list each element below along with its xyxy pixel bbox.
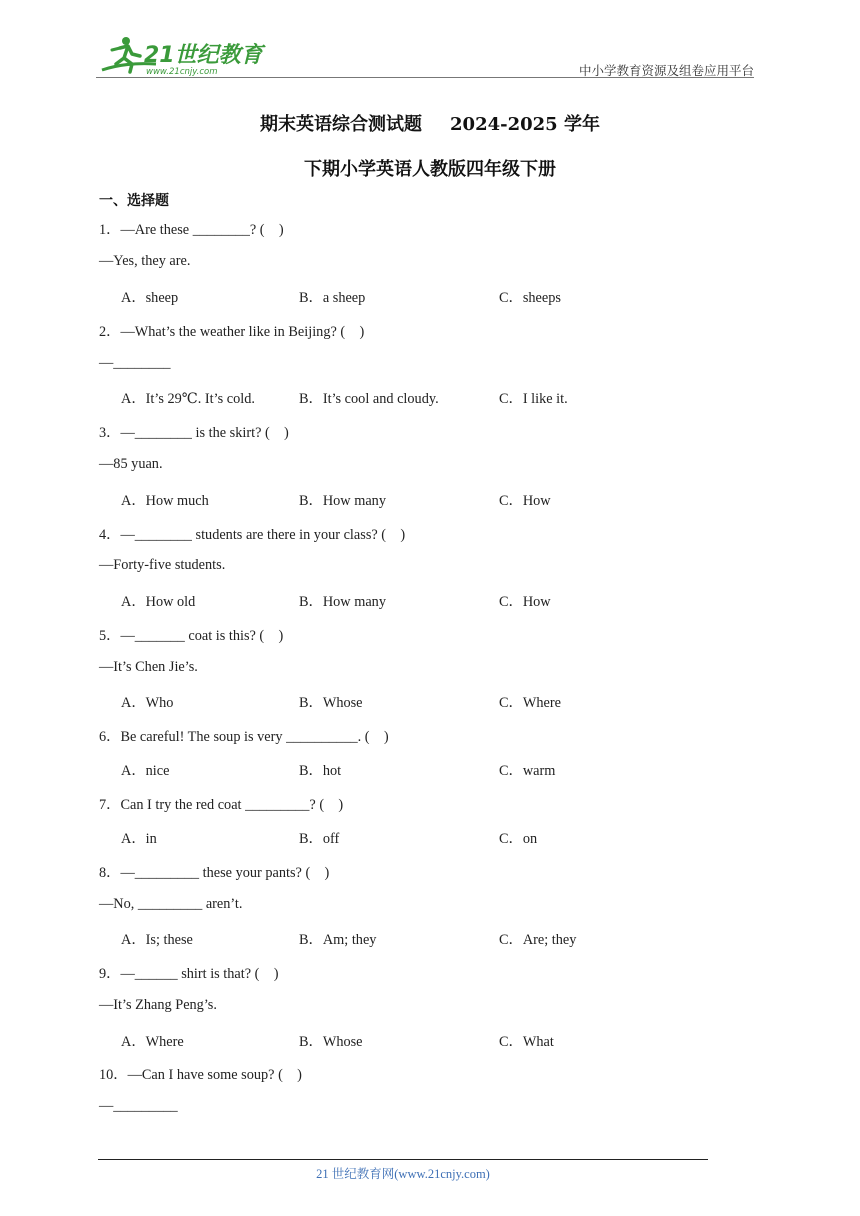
header-divider <box>96 77 754 78</box>
question-8-option-b: B．Am; they <box>299 932 377 948</box>
question-3-option-b: B．How many <box>299 493 386 509</box>
page-title-line2: 下期小学英语人教版四年级下册 <box>304 159 556 180</box>
question-2-option-b: B．It’s cool and cloudy. <box>299 391 439 407</box>
question-2-option-c: C．I like it. <box>499 391 568 407</box>
question-4-option-b: B．How many <box>299 594 386 610</box>
question-6-option-a: A．nice <box>121 763 170 779</box>
question-10-answer-line: —_________ <box>99 1098 178 1114</box>
question-5-option-a: A．Who <box>121 695 174 711</box>
question-4-stem: 4．—________ students are there in your class? ( ) <box>99 527 406 543</box>
question-4-option-a: A．How old <box>121 594 196 610</box>
question-1-option-a: A．sheep <box>121 290 179 306</box>
question-4-option-c: C．How <box>499 594 551 610</box>
question-7-option-a: A．in <box>121 831 157 847</box>
question-5-option-b: B．Whose <box>299 695 363 711</box>
question-9-stem: 9．—______ shirt is that? ( ) <box>99 966 279 982</box>
question-1-option-c: C．sheeps <box>499 290 561 306</box>
question-2-stem: 2．—What’s the weather like in Beijing? ( ) <box>99 324 365 340</box>
question-8-option-a: A．Is; these <box>121 932 193 948</box>
question-7-stem: 7．Can I try the red coat _________? ( ) <box>99 797 344 813</box>
question-10-stem: 10．—Can I have some soup? ( ) <box>99 1067 302 1083</box>
site-logo <box>96 34 266 78</box>
page-title-line1 <box>0 110 860 136</box>
question-9-option-c: C．What <box>499 1034 554 1050</box>
title-exam-name: 期末英语综合测试题 <box>260 114 423 135</box>
logo-text: 21世纪教育 <box>144 43 263 68</box>
question-6-option-b: B．hot <box>299 763 342 779</box>
question-1-answer-line: —Yes, they are. <box>99 253 191 269</box>
platform-tagline: 中小学教育资源及组卷应用平台 <box>578 63 754 78</box>
question-2-option-a: A．It’s 29℃. It’s cold. <box>121 391 255 407</box>
runner-icon <box>96 34 266 78</box>
question-7-option-c: C．on <box>499 831 538 847</box>
question-8-stem: 8．—_________ these your pants? ( ) <box>99 865 330 881</box>
question-2-answer-line: —________ <box>99 355 171 371</box>
question-1-stem: 1．—Are these ________? ( ) <box>99 222 284 238</box>
question-6-option-c: C．warm <box>499 763 556 779</box>
question-5-option-c: C．Where <box>499 695 561 711</box>
footer-divider <box>98 1159 708 1160</box>
title-school-year: 2024-2025 学年 <box>450 114 600 135</box>
question-3-option-a: A．How much <box>121 493 209 509</box>
question-9-option-b: B．Whose <box>299 1034 363 1050</box>
footer-link[interactable]: 21 世纪教育网(www.21cnjy.com) <box>316 1167 490 1181</box>
question-1-option-b: B．a sheep <box>299 290 366 306</box>
question-5-answer-line: —It’s Chen Jie’s. <box>99 659 198 675</box>
question-8-answer-line: —No, _________ aren’t. <box>99 896 243 912</box>
question-6-stem: 6．Be careful! The soup is very __________. ( ) <box>99 729 389 745</box>
question-3-answer-line: —85 yuan. <box>99 456 163 472</box>
question-9-answer-line: —It’s Zhang Peng’s. <box>99 997 217 1013</box>
question-8-option-c: C．Are; they <box>499 932 577 948</box>
question-5-stem: 5．—_______ coat is this? ( ) <box>99 628 284 644</box>
section-heading: 一、选择题 <box>99 193 169 209</box>
logo-url: www.21cnjy.com <box>146 67 218 77</box>
question-3-option-c: C．How <box>499 493 551 509</box>
question-7-option-b: B．off <box>299 831 340 847</box>
question-4-answer-line: —Forty-five students. <box>99 557 226 573</box>
question-3-stem: 3．—________ is the skirt? ( ) <box>99 425 289 441</box>
question-9-option-a: A．Where <box>121 1034 184 1050</box>
